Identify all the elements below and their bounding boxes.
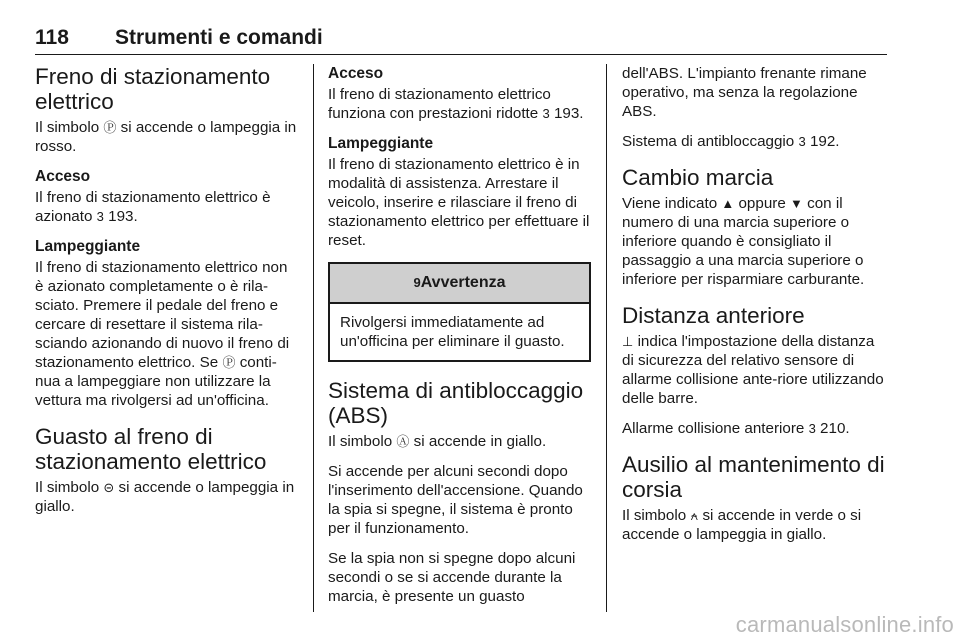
paragraph: Il freno di stazionamento elettrico è in modalità di assistenza. Arrestare il veicolo, inserire e rilasciare il freno di stazionamento elettrico per effettuare il reset. (328, 156, 590, 249)
section-title-lane-keep: Ausilio al mantenimento di corsia (622, 452, 885, 502)
paragraph: Si accende per alcuni secondi dopo l'inserimento dell'accensione. Quando la spia si spegne, il sistema è pronto per il funzionamento. (328, 463, 583, 537)
paragraph: Il freno di stazionamento elettrico non è azionato completamente o è rila-sciato. Premere il pedale del freno e cercare di resettare il sistema rila-sciando azionando di nuovo il freno di stazionamento elettrico. Se Ⓟ conti-nua a lampeggiare non utilizzare la vettura ma rivolgersi ad un'officina. (35, 259, 290, 409)
down-arrow-icon: ▼ (790, 196, 803, 211)
abs-icon: Ⓐ (396, 434, 410, 449)
page-ref-link[interactable]: 210. (820, 420, 850, 437)
paragraph: ⊥ indica l'impostazione della distanza di sicurezza del relativo sensore di allarme collisione ante-riore utilizzando delle barre. (622, 333, 884, 407)
lane-keep-icon: ⍲ (690, 508, 699, 523)
paragraph: Il simbolo Ⓟ si accende o lampeggia in rosso. (35, 119, 297, 155)
subheading-lampeggiante: Lampeggiante (35, 238, 141, 255)
ref-arrow-icon: 3 (96, 209, 104, 224)
park-brake-icon: Ⓟ (222, 355, 236, 370)
running-title: Strumenti e comandi (115, 26, 323, 49)
paragraph: Se la spia non si spegne dopo alcuni secondi o se si accende durante la marcia, è presente un guasto (328, 550, 576, 605)
section-title-abs: Sistema di antibloccaggio (ABS) (328, 378, 584, 428)
watermark: carmanualsonline.info (735, 612, 954, 637)
page-number: 118 (35, 26, 69, 49)
warning-box (328, 262, 591, 362)
up-arrow-icon: ▲ (721, 196, 735, 211)
page-ref-link[interactable]: 192. (809, 133, 840, 150)
column-divider (313, 64, 314, 612)
column-2 (328, 64, 591, 617)
ref-arrow-icon: 3 (808, 421, 816, 436)
column-3 (622, 64, 888, 555)
warning-icon: 9 (413, 275, 421, 290)
paragraph: Sistema di antibloccaggio 3 192. (622, 133, 840, 150)
subheading-lampeggiante: Lampeggiante (328, 135, 434, 152)
park-brake-fault-icon: ⊝ (103, 480, 115, 495)
section-title-gear-shift: Cambio marcia (622, 165, 774, 190)
paragraph: Il freno di stazionamento elettrico è azionato 3 193. (35, 189, 271, 225)
section-title-parking-brake: Freno di stazionamento elettrico (35, 64, 271, 114)
paragraph: Il simbolo Ⓐ si accende in giallo. (328, 433, 547, 450)
warning-body: Rivolgersi immediatamente ad un'officina per eliminare il guasto. (340, 314, 565, 350)
page-ref-link[interactable]: 193. (553, 105, 584, 122)
column-divider (606, 64, 607, 612)
section-title-parking-brake-fault: Guasto al freno di stazionamento elettrico (35, 424, 267, 474)
warning-title: Avvertenza (420, 274, 506, 291)
paragraph: Il simbolo ⍲ si accende in verde o si accende o lampeggia in giallo. (622, 507, 862, 543)
section-title-forward-distance: Distanza anteriore (622, 303, 805, 328)
page-ref-link[interactable]: 193. (108, 208, 138, 225)
ref-arrow-icon: 3 (798, 134, 806, 149)
ref-arrow-icon: 3 (542, 106, 550, 121)
paragraph: Il freno di stazionamento elettrico funziona con prestazioni ridotte 3 193. (328, 86, 584, 122)
park-brake-icon: Ⓟ (103, 120, 117, 135)
forward-distance-icon: ⊥ (622, 334, 634, 349)
subheading-acceso: Acceso (35, 168, 91, 185)
paragraph: Il simbolo ⊝ si accende o lampeggia in giallo. (35, 479, 295, 515)
paragraph: dell'ABS. L'impianto frenante rimane operativo, ma senza la regolazione ABS. (622, 65, 867, 120)
paragraph: Allarme collisione anteriore 3 210. (622, 420, 850, 437)
column-1 (35, 64, 297, 527)
warning-header (330, 264, 589, 304)
paragraph: Viene indicato ▲ oppure ▼ con il numero di una marcia superiore o inferiore quando è consigliato il passaggio a una marcia superiore o inferiore per risparmiare carburante. (622, 195, 865, 288)
subheading-acceso: Acceso (328, 65, 384, 82)
page-header (35, 26, 887, 55)
